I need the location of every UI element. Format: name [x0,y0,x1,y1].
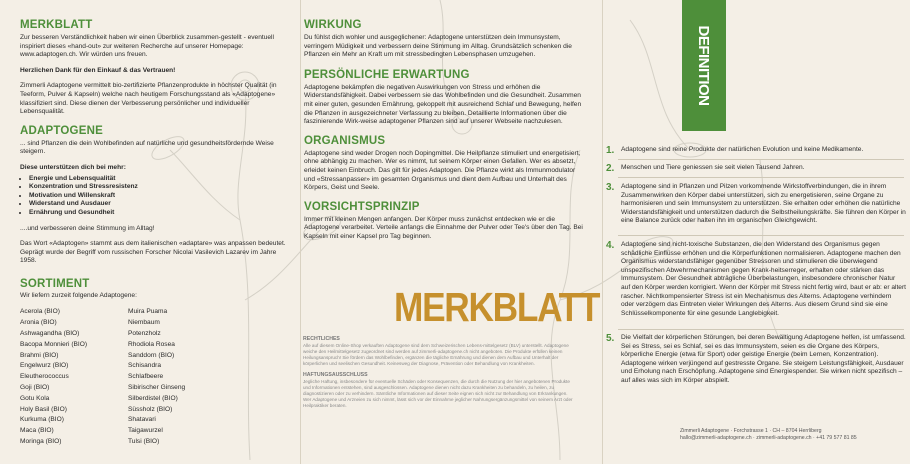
list-item: • Motivation und Willenskraft [29,192,290,201]
list-item: Sanddorn (BIO) [128,351,175,359]
company-text: Zimmerli Adaptogene vermittelt bio-zertifizierte Pflanzenprodukte in höchster Qualität (in Teeform, Pulver & Kapseln) welche nach heutigem Forschungsstand als «Adaptogene» klassifiziert sind. Diese dienen der Verbesserung persönlicher und individueller Lebensqualität. [20,82,277,116]
footer-address: Zimmerli Adaptogene · Forchstrasse 1 · CH – 8704 Herrliberg [680,428,822,434]
organismus-text: Adaptogene sind weder Drogen noch Dopingmittel. Die Heilpflanze stimuliert und energetisiert, ohne abhängig zu machen. Wer es nimmt, tut seinem Körper einen Gefallen. Wer es absetzt, erleidet keinen Einbruch. Das gilt für jedes Adaptogen. Die Pflanze wirkt als Immunmodulator und «Stressanpasser» im gesamten Organismus und dient dem Aufbau und Unterhalt des Körpers, Geist und Seele. [304,149,581,192]
item-text: Menschen und Tiere geniessen sie seit vielen Tausend Jahren. [621,164,805,171]
plant-list [20,307,290,447]
wirkung-heading: WIRKUNG [304,19,362,31]
list-item: Engelwurz (BIO) [20,362,69,370]
erwartung-text: Adaptogene bekämpfen die negativen Auswirkungen von Stress und erhöhen die Widerstandsfähigkeit. Dabei verbessern sie das Wohlbefinden und die Gesundheit. Zusammen mit einer guten, gesunden Ernährung, gekoppelt mit ausreichend Schlaf und Bewegung, helfen die Pflanzen in ausgezeichneter Verfassung zu bleiben. Detaillierte Informationen über die faszinierende Wirk-weise adaptogener Pflanzen sind auf unserer Webseite nachzulesen. [304,83,582,126]
word-origin-text: Das Wort «Adaptogen» stammt aus dem italienischen «adaptare» was anpassen bedeutet. Geprägt wurde der Begriff vom russischen Forscher Nicolai Vasilevich Lazarev im Jahre 1958. [20,240,286,265]
definition-item [606,164,906,173]
vorsicht-text: Immer mit kleinen Mengen anfangen. Der Körper muss zunächst entdecken wie er die Adaptogene verarbeitet. Verteile anfangs die Einnahme der Pulver oder Tee's über den Tag. Bei Kapseln mit einer Kapsel pro Tag beginnen. [304,215,583,240]
adaptogene-heading: ADAPTOGENE [20,124,103,137]
support-list [20,175,290,218]
list-item: Niembaum [128,319,160,327]
list-item: Ashwagandha (BIO) [20,330,80,338]
list-item: Muira Puama [128,308,168,316]
list-item: • Widerstand und Ausdauer [29,200,290,209]
list-item: Holy Basil (BIO) [20,405,67,413]
item-text: Adaptogene sind nicht-toxische Substanzen, die den Widerstand des Organismus gegen schädliche Einflüsse erhöhen und die Körperfunktionen normalisieren. Adaptogene machen den Organismus widerstandsfähiger gegenüber Stressoren und stimulieren die überwiegend unspezifischen Abwehrmechanismen gegen Krank-heitserreger, erhalten oder stärken das Immunsystem. Der Gesundheit abträgliche Überbelastungen, insbesondere chronischer Natur auf den Körper werden korrigiert. Wenn der Körper mit Stress nicht fertig wird, baut er ab: er altert rascher. Nichtkompensierter Stress ist ein Mechanismus des Alterns. Adaptogene verhindern oder verzögern das Eintreten vieler Wirkungen des Alterns. Aus diesem Grund sind sie eine Schlüsselkomponente für eine gesunde Langlebigkeit. [621,241,907,317]
vorsicht-heading: VORSICHTSPRINZIP [304,200,420,213]
list-item: • Konzentration und Stressresistenz [29,183,290,192]
list-item: • Energie und Lebensqualität [29,175,290,184]
list-item: Moringa (BIO) [20,438,62,446]
list-item: Brahmi (BIO) [20,351,59,359]
item-number: 5. [606,333,615,344]
merkblatt-watermark: MERKBLATT [394,284,600,330]
definition-item [606,334,906,386]
list-item: Sibirischer Ginseng [128,384,186,392]
merkblatt-heading: MERKBLATT [20,19,93,31]
list-item: Taigawurzel [128,427,163,435]
support-intro: Diese unterstützen dich bei mehr: [20,163,126,171]
list-item: Kurkuma (BIO) [20,416,64,424]
legal-section [303,336,573,409]
item-number: 3. [606,182,615,193]
item-text: Die Vielfalt der körperlichen Störungen, bei deren Bewältigung Adaptogene helfen, ist umfassend. Sei es Stress, sei es Schlaf, sei es das Immunsystem, seien es die Organe des Körpers, körperliche Energie (etwa für Sport) oder geistige Energie (beim Lernen, Konzentration). Adaptogene wirken verjüngend auf gestresste Organe. Sie steigern Leistungsfähigkeit, Ausdauer und Erholung nach Erschöpfung. Adaptogene sind Energiespender. Sie wirken nicht spezifisch – auf alles was sich im Körper abspielt. [621,334,906,384]
definition-item [606,241,906,318]
list-item: Süssholz (BIO) [128,405,173,413]
list-item: Silberdistel (BIO) [128,394,178,402]
list-item: Maca (BIO) [20,427,54,435]
item-number: 4. [606,240,615,251]
definition-item [606,183,906,226]
wirkung-text: Du fühlst dich wohler und ausgeglichener: Adaptogene unterstützen dein Immunsystem, verringern Müdigkeit und verbessern deine Stimmung im Alltag. Grundsätzlich schenken die Pflanzen ein Mehr an Kraft um mit stressbedingten Lebensphasen umzugehen. [304,34,572,59]
rechtliches-text: Alle auf diesem Online-Shop verkauften Adaptogene sind dem Schweizerischen Lebens-mittelgesetz (BLV) unterstellt. Adaptogene weiche den Heilmittelgesetz zugeordnet sind werden auf zimmerli-adaptogene.ch nicht angeboten. Die Produkte erfüllen keinen Heilungsanspruch! Sie fördern das Wohlbefinden, ergänzen die tägliche Ernährung und dienen dem Aufbau und Unterhalt der körperlichen und seelischen Gesundheit. Keinesweg der Diagnose, Prävention oder Behandlung von Krankheiten. [303,343,569,366]
haftung-text: Jegliche Haftung, insbesondere für eventuelle Schäden oder Konsequenzen, die durch die Nutzung der hier angebotenen Produkte und Informationen entstehen, sind ausgeschlossen. Adaptogene dienen nicht dazu Krankheiten zu behandeln, zu heilen, zu diagnostizieren oder zu verhindern. Sämtliche Informationen auf dieser Seite eignen sich nicht zur Behandlung von Erkrankungen. Wer Adaptogene und Arzneien zu sich nimmt, lässt sich vor der Einnahme jeglicher Nahrungsergänzungsmittel von seinem Arzt oder Heilpraktiker beraten. [303,379,573,408]
list-item: Goji (BIO) [20,384,50,392]
thanks-text: Herzlichen Dank für den Einkauf & das Vertrauen! [20,66,176,74]
haftung-heading: HAFTUNGSAUSSCHLUSS [303,372,368,378]
list-item: Schlafbeere [128,373,164,381]
list-item: Shatavari [128,416,156,424]
footer-contact [680,428,900,442]
item-text: Adaptogene sind reine Produkte der natürlichen Evolution und keine Medikamente. [621,146,864,153]
item-number: 1. [606,145,615,156]
panel-merkblatt [0,0,300,464]
erwartung-heading: PERSÖNLICHE ERWARTUNG [304,68,470,81]
divider [618,329,904,330]
footer-contact-line: hallo@zimmerli-adaptogene.ch · zimmerli-adaptogene.ch · +41 79 577 81 85 [680,435,857,442]
list-item: Eleutherococcus [20,373,69,381]
sortiment-intro: Wir liefern zurzeit folgende Adaptogene: [20,291,137,299]
list-item: Tulsi (BIO) [128,438,160,446]
rechtliches-heading: RECHTLICHES [303,336,340,342]
panel-fold-2 [602,0,603,464]
mood-text: ....und verbesseren deine Stimmung im Alltag! [20,224,155,232]
intro-text: Zur besseren Verständlichkeit haben wir einen Überblick zusammen-gestellt - eventuell inspiriert dieses «hand-out» zur weiteren Recherche auf unserer Homepage: www.adaptogen.ch. Wir würden uns freuen. [20,34,274,59]
list-item: Schisandra [128,362,161,370]
divider [618,159,904,160]
organismus-heading: ORGANISMUS [304,134,386,147]
list-item: Gotu Kola [20,394,50,402]
list-item: Potenzholz [128,330,161,338]
item-text: Adaptogene sind in Pflanzen und Pilzen vorkommende Wirkstoffverbindungen, die in ihrem Zusammenwirken den Körper dabei unterstützen, sich zu energetisieren, seine Organe zu harmonisieren und sein Immunsystem zu unterstützen. Sie erhalten oder erhöhen die natürliche Widerstandsfähigkeit und unterstützen dadurch die Selbstheilungskräfte. Sie führen den Körper in eine Balance zurück oder halten ihn im organischen Gleichgewicht. [621,183,906,225]
plant-list-right [128,307,236,447]
divider [618,235,904,236]
sortiment-heading: SORTIMENT [20,277,90,290]
item-number: 2. [606,163,615,174]
plant-list-left [20,307,128,447]
list-item: Aronia (BIO) [20,319,57,327]
definition-item [606,146,906,155]
list-item: Rhodiola Rosea [128,340,175,348]
definition-label: DEFINITION [695,25,713,106]
list-item: • Ernährung und Gesundheit [29,209,290,218]
adaptogene-text: ... sind Pflanzen die dein Wohlbefinden auf natürliche und gesundheitsfördernde Weise steigern. [20,139,274,156]
divider [618,177,904,178]
list-item: Bacopa Monnieri (BIO) [20,340,88,348]
list-item: Acerola (BIO) [20,308,60,316]
